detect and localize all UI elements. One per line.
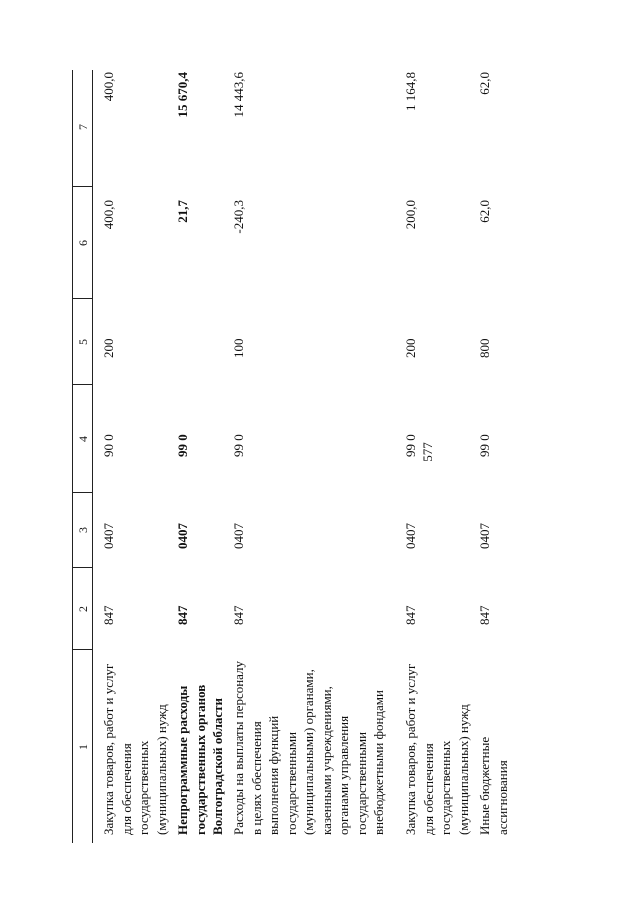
row-col3: 0407	[101, 523, 116, 549]
col-divider	[72, 649, 92, 650]
row-col3: 0407	[231, 523, 246, 549]
row-col2: 847	[477, 605, 492, 625]
col-divider	[72, 567, 92, 568]
row-col6: 21,7	[175, 200, 190, 223]
col-divider	[72, 492, 92, 493]
row-col4: 99 0	[477, 434, 492, 457]
header-col-2: 2	[76, 606, 90, 612]
row-col3: 0407	[403, 523, 418, 549]
header-col-4: 4	[76, 436, 90, 442]
row-col6: -240,3	[231, 200, 246, 234]
row-col7: 14 443,6	[231, 72, 246, 118]
row-description: Расходы на выплаты персоналу в целях обеспечения выполнения функций государственными (муниципальными) органами, казенными учреждениями, органами управления государственными внебюджетными фондами	[231, 660, 387, 835]
header-col-7: 7	[76, 124, 90, 130]
col-divider	[72, 384, 92, 385]
row-col4: 99 0	[403, 434, 418, 457]
row-col2: 847	[101, 605, 116, 625]
row-col3: 0407	[175, 523, 190, 549]
row-col5: 200	[403, 338, 418, 358]
row-col7: 15 670,4	[175, 72, 190, 118]
col-divider	[72, 186, 92, 187]
row-col2: 847	[403, 605, 418, 625]
row-col6: 200,0	[403, 200, 418, 230]
page-number: 577	[420, 442, 435, 462]
row-description: Закупка товаров, работ и услуг для обеспечения государственных (муниципальных) нужд	[403, 663, 471, 835]
header-col-5: 5	[76, 339, 90, 345]
row-col2: 847	[175, 605, 190, 625]
header-col-6: 6	[76, 240, 90, 246]
row-description: Закупка товаров, работ и услуг для обеспечения государственных (муниципальных) нужд	[101, 663, 169, 835]
row-col6: 400,0	[101, 200, 116, 230]
row-col7: 400,0	[101, 72, 116, 102]
budget-table	[72, 66, 510, 843]
row-col4: 99 0	[231, 434, 246, 457]
header-bottom-rule	[92, 70, 93, 843]
row-description: Иные бюджетные ассигнования	[477, 736, 510, 835]
header-col-1: 1	[76, 744, 90, 750]
header-col-3: 3	[76, 527, 90, 533]
col-divider	[72, 298, 92, 299]
row-col7: 62,0	[477, 72, 492, 95]
row-col3: 0407	[477, 523, 492, 549]
row-col7: 1 164,8	[403, 72, 418, 111]
row-col5: 100	[231, 338, 246, 358]
row-description: Непрограммные расходы государственных органов Волгоградской области	[175, 684, 226, 835]
row-col2: 847	[231, 605, 246, 625]
row-col5: 200	[101, 338, 116, 358]
row-col6: 62,0	[477, 200, 492, 223]
row-col5: 800	[477, 338, 492, 358]
row-col4: 90 0	[101, 434, 116, 457]
row-col4: 99 0	[175, 434, 190, 457]
